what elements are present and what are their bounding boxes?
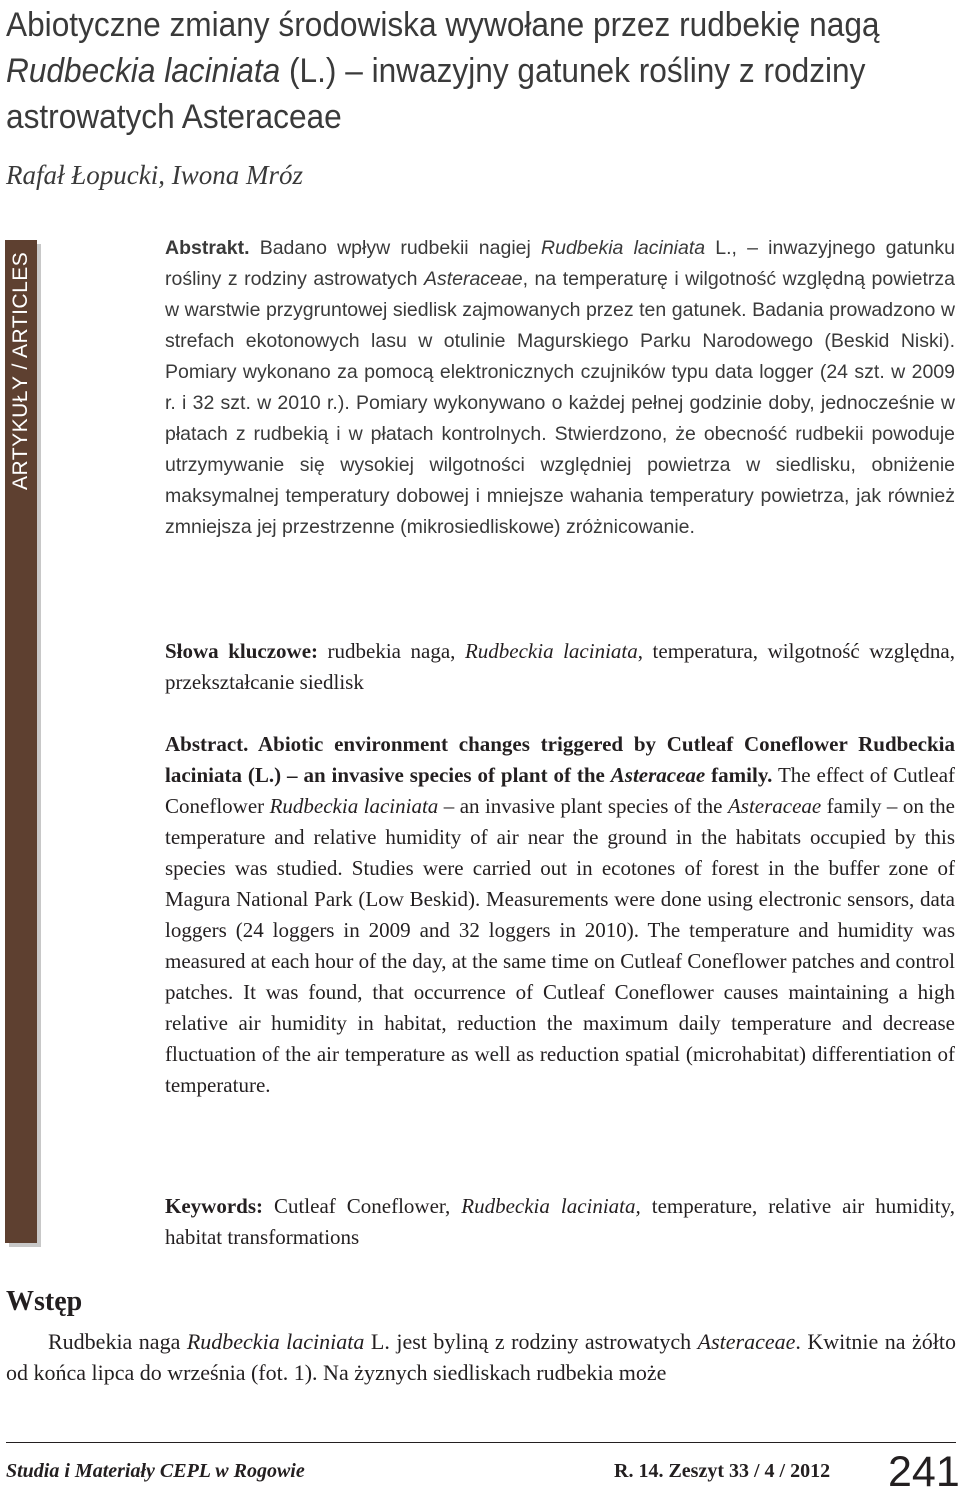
intro-paragraph [6, 1326, 956, 1388]
keywords-pl-text-1: rudbekia naga, [318, 639, 465, 663]
abstract-en [165, 729, 955, 1101]
abstract-pl-text-2: L., – inwazyjnego gatunku rośliny z rodziny astrowatych [165, 237, 956, 290]
section-heading-intro: Wstęp [6, 1286, 83, 1317]
keywords-en-label: Keywords: [165, 1194, 263, 1218]
keywords-pl [165, 636, 955, 698]
abstract-en-label: Abstract. [165, 732, 249, 756]
article-title [6, 2, 880, 140]
keywords-en-species: Rudbeckia laciniata, [461, 1194, 641, 1218]
keywords-en [165, 1191, 955, 1253]
abstract-pl-text-1: Badano wpływ rudbekii nagiej [249, 237, 542, 259]
section-sidebar-label: ARTYKUŁY / ARTICLES [9, 251, 32, 490]
abstract-en-text-2: – an invasive plant species of the [438, 794, 728, 818]
abstract-en-title-1: Abiotic environment changes triggered by Cutleaf Coneflower Rudbeckia laciniata (L.) – an invasive species of plant of the [165, 732, 955, 787]
title-text-2: (L.) – inwazyjny gatunek rośliny z rodziny astrowatych Asteraceae [6, 52, 866, 136]
abstract-en-family: Asteraceae [727, 794, 822, 818]
abstract-pl-family: Asteraceae [423, 268, 523, 290]
abstract-en-title-2: family. [705, 763, 773, 787]
authors: Rafał Łopucki, Iwona Mróz [6, 160, 303, 190]
intro-species: Rudbeckia laciniata [186, 1329, 365, 1354]
abstract-en-text-3: family – on the temperature and relative humidity of air near the ground in the habitats occupied by this species was studied. Studies were carried out in ecotones of forest in the buffer zone of Magura National Park (Low Beskid). Measurements were done using electronic sensors, data loggers (24 loggers in 2009 and 32 loggers in 2010). The temperature and humidity was measured at each hour of the day, at the same time on Cutleaf Coneflower patches and control patches. It was found, that occurrence of Cutleaf Coneflower causes maintaining a high relative air humidity in habitat, reduction the maximum daily temperature and decrease fluctuation of the air temperature as well as reduction spatial (microhabitat) differentiation of temperature. [165, 794, 955, 1097]
abstract-en-species: Rudbeckia laciniata [269, 794, 439, 818]
title-text-1: Abiotyczne zmiany środowiska wywołane przez rudbekię nagą [6, 6, 880, 44]
abstract-pl-label: Abstrakt. [165, 237, 250, 259]
abstract-en-text-1: The effect of Cutleaf Coneflower [165, 763, 956, 818]
abstract-pl [165, 233, 955, 543]
intro-text-2: L. jest byliną z rodziny astrowatych [364, 1329, 698, 1354]
footer-issue: R. 14. Zeszyt 33 / 4 / 2012 [614, 1460, 831, 1482]
intro-text-1: Rudbekia naga [48, 1329, 187, 1354]
abstract-en-title-family: Asteraceae [610, 763, 706, 787]
footer-rule [6, 1442, 956, 1443]
intro-text-3: . Kwitnie na żółto od końca lipca do września (fot. 1). Na żyznych siedliskach rudbekia może [6, 1329, 956, 1385]
keywords-pl-label: Słowa kluczowe: [165, 639, 319, 663]
abstract-pl-species: Rudbekia laciniata [541, 237, 706, 259]
keywords-pl-text-2: , temperatura, wilgotność względna, przekształcanie siedlisk [165, 639, 955, 694]
intro-family: Asteraceae [697, 1329, 796, 1354]
footer-journal: Studia i Materiały CEPL w Rogowie [6, 1460, 305, 1482]
keywords-pl-species: Rudbeckia laciniata [464, 639, 638, 663]
page-number: 241 [888, 1448, 960, 1496]
title-species: Rudbeckia laciniata [6, 52, 281, 90]
keywords-en-text-1: Cutleaf Coneflower, [263, 1194, 462, 1218]
keywords-en-text-2: temperature, relative air humidity, habitat transformations [165, 1194, 955, 1249]
abstract-pl-text-3: , na temperaturę i wilgotność względną powietrza w warstwie przygruntowej siedlisk zajmowanych przez ten gatunek. Badania prowadzono w strefach ekotonowych lasu w otulinie Magurskiego Parku Narodowego (Beskid Niski). Pomiary wykonano za pomocą elektronicznych czujników typu data logger (24 szt. w 2009 r. i 32 szt. w 2010 r.). Pomiary wykonywano o każdej pełnej godzinie doby, jednocześnie w płatach z rudbekią i w płatach kontrolnych. Stwierdzono, że obecność rudbekii powoduje utrzymywanie się wysokiej wilgotności względniej powietrza w siedlisku, obniżenie maksymalnej temperatury dobowej i mniejsze wahania temperatury powietrza, jak również zmniejsza jej przestrzenne (mikrosiedliskowe) zróżnicowanie. [165, 268, 955, 538]
